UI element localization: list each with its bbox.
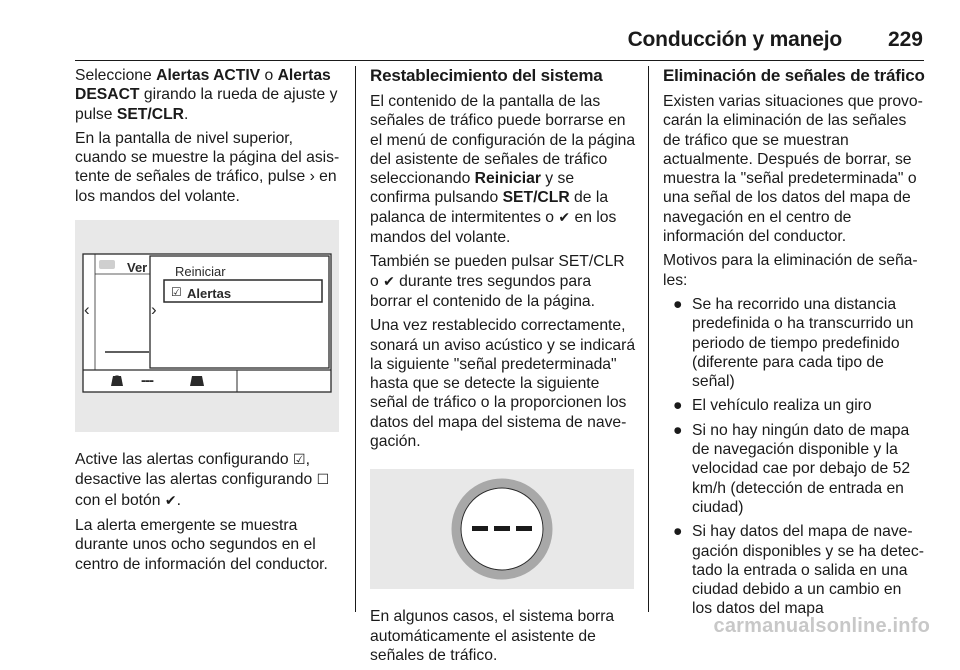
section-heading: Eliminación de señales de tráfico [663,66,925,85]
checkmark-icon: ✔ [558,209,571,226]
checkmark-icon: ✔ [164,492,177,509]
menu-item-reiniciar: Reiniciar [175,264,226,280]
checkbox-checked-icon: ☑ [293,452,306,469]
paragraph: En algunos casos, el sistema borra automáticamente el asistente de señales de tráfico. [370,608,615,664]
paragraph: La alerta emergente se muestra durante unos ocho segundos en el centro de información del conductor. [75,516,328,573]
bullet-icon: ● [673,523,683,541]
page-header [0,22,960,62]
checkmark-icon: ✔ [383,273,395,290]
paragraph: En la pantalla de nivel superior, cuando se muestre la página del asis-tente de señales de tráfico, pulse › en los mandos del volante. [75,129,340,205]
reasons-list [663,295,925,619]
paragraph: Existen varias situaciones que provo-carán la eliminación de las señales de tráfico que se muestran actualmente. Después de borrar, se muestra la "señal predeterminada" o una señal de los datos del mapa de navegación en el centro de información del conductor. [663,93,923,246]
display-screen-illustration [75,220,339,432]
default-sign-figure [370,469,634,589]
column-left [75,66,345,579]
header-rule [75,60,924,61]
list-item: ● El vehículo realiza un giro [673,397,872,415]
screen-header-label: Ver [127,260,148,276]
page-title: Conducción y manejo [627,28,842,51]
page-number: 229 [887,28,923,51]
display-screen-figure [75,220,339,432]
dashes-indicator: --- [141,372,153,390]
checkbox-checked-icon: ☑ [171,285,182,300]
section-heading: Restablecimiento del sistema [370,66,603,85]
bullet-icon: ● [673,295,683,313]
list-item: ● Se ha recorrido una distancia predefinida o ha transcurrido un periodo de tiempo predefinido (diferente para cada tipo de señal) [673,295,914,391]
chevron-right-icon: › [309,168,315,186]
column-divider [355,66,356,612]
watermark: carmanualsonline.info [713,615,930,637]
menu-item-alertas: Alertas [187,286,232,302]
chevron-left-icon: ‹ [84,300,90,320]
list-item: ● Si hay datos del mapa de nave-gación disponibles y se ha detec-tado la entrada o salida en una ciudad debido a un cambio en los datos del mapa [673,523,924,618]
column-right [663,66,925,624]
paragraph: Active las alertas configurando ☑, desactive las alertas configurando ☐ con el botón ✔. [75,451,330,509]
bullet-icon: ● [673,421,683,439]
checkbox-unchecked-icon: ☐ [316,472,330,489]
chevron-right-icon: › [151,300,157,320]
paragraph: También se pueden pulsar SET/CLR o ✔ durante tres segundos para borrar el contenido de la página. [370,253,625,310]
bullet-icon: ● [673,397,683,415]
column-divider [648,66,649,612]
list-item: ● Si no hay ningún dato de mapa de navegación disponible y la velocidad cae por debajo de 52 km/h (detección de entrada en ciudad) [673,421,911,516]
paragraph: Seleccione Alertas ACTIV o Alertas DESACT girando la rueda de ajuste y pulse SET/CLR. [75,67,338,123]
column-middle [370,66,636,670]
default-sign-icon [370,469,634,589]
paragraph: Motivos para la eliminación de seña-les: [663,252,918,289]
paragraph: Una vez restablecido correctamente, sonará un aviso acústico y se indicará la siguiente "señal predeterminada" hasta que se detecte la siguiente señal de tráfico o la proporcionen los datos del mapa del sistema de nave-gación. [370,317,636,451]
paragraph: El contenido de la pantalla de las señales de tráfico puede borrarse en el menú de configuración de la página del asistente de señales de tráfico seleccionando Reiniciar y se confirma pulsando SET/CLR de la palanca de intermitentes o ✔ en los mandos del volante. [370,93,636,247]
